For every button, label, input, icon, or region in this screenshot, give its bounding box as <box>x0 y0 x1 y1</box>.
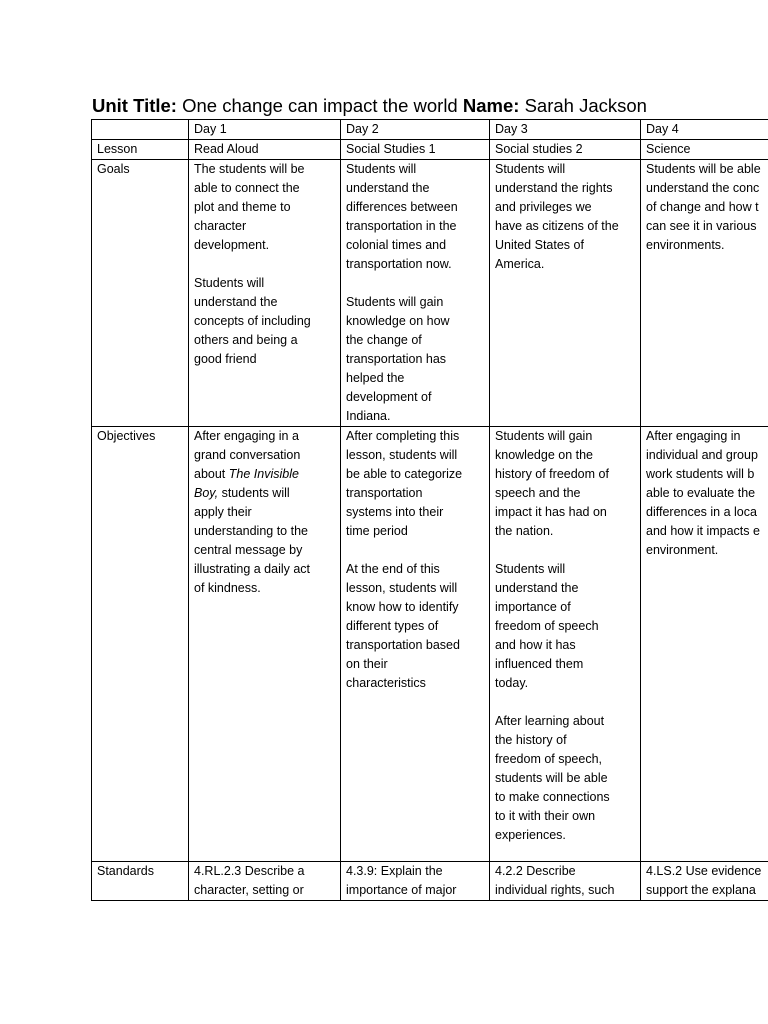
standards-day-3: 4.2.2 Describe individual rights, such <box>490 862 641 901</box>
unit-title-label: Unit Title: <box>92 95 177 116</box>
day-header-row <box>92 120 768 140</box>
standards-row <box>92 862 768 901</box>
lesson-day-2: Social Studies 1 <box>341 140 490 160</box>
day-1-header: Day 1 <box>189 120 341 140</box>
lesson-row <box>92 140 768 160</box>
goals-day-4: Students will be able understand the conc of change and how t can see it in various environments. <box>641 160 768 427</box>
objectives-day-1-intro: After engaging in a grand conversation about <box>194 429 301 481</box>
objectives-row-label: Objectives <box>92 427 189 862</box>
standards-day-1: 4.RL.2.3 Describe a character, setting or <box>189 862 341 901</box>
standards-day-4: 4.LS.2 Use evidence support the explana <box>641 862 768 901</box>
objectives-day-1 <box>189 427 341 862</box>
objectives-day-1-rest: students will apply their understanding to the central message by illustrating a daily act of kindness. <box>194 486 311 595</box>
lesson-day-3: Social studies 2 <box>490 140 641 160</box>
goals-day-1: The students will be able to connect the plot and theme to character development. Students will understand the concepts of including others and being a good friend <box>189 160 341 427</box>
goals-row <box>92 160 768 427</box>
lesson-row-label: Lesson <box>92 140 189 160</box>
corner-cell <box>92 120 189 140</box>
standards-day-2: 4.3.9: Explain the importance of major <box>341 862 490 901</box>
goals-day-2: Students will understand the differences between transportation in the colonial times and transportation now. Students will gain knowledge on how the change of transportation has helped the development of Indiana. <box>341 160 490 427</box>
objectives-day-3: Students will gain knowledge on the history of freedom of speech and the impact it has had on the nation. Students will understand the importance of freedom of speech and how it has influenced them today. After learning about the history of freedom of speech, students will be able to make connections to it with their own experiences. <box>490 427 641 862</box>
objectives-day-2: After completing this lesson, students will be able to categorize transportation systems into their time period At the end of this lesson, students will know how to identify different types of transportation based on their characteristics <box>341 427 490 862</box>
book-title: The Invisible Boy, <box>194 467 299 500</box>
lesson-plan-table <box>91 119 768 901</box>
unit-title-line <box>92 94 647 118</box>
name-value: Sarah Jackson <box>524 95 647 116</box>
lesson-day-1: Read Aloud <box>189 140 341 160</box>
unit-title-value: One change can impact the world <box>182 95 458 116</box>
day-3-header: Day 3 <box>490 120 641 140</box>
lesson-day-4: Science <box>641 140 768 160</box>
day-4-header: Day 4 <box>641 120 768 140</box>
objectives-day-4: After engaging in individual and group work students will b able to evaluate the differences in a loca and how it impacts e environment. <box>641 427 768 862</box>
objectives-row <box>92 427 768 862</box>
goals-row-label: Goals <box>92 160 189 427</box>
name-label: Name: <box>462 95 520 116</box>
goals-day-3: Students will understand the rights and privileges we have as citizens of the United States of America. <box>490 160 641 427</box>
standards-row-label: Standards <box>92 862 189 901</box>
day-2-header: Day 2 <box>341 120 490 140</box>
